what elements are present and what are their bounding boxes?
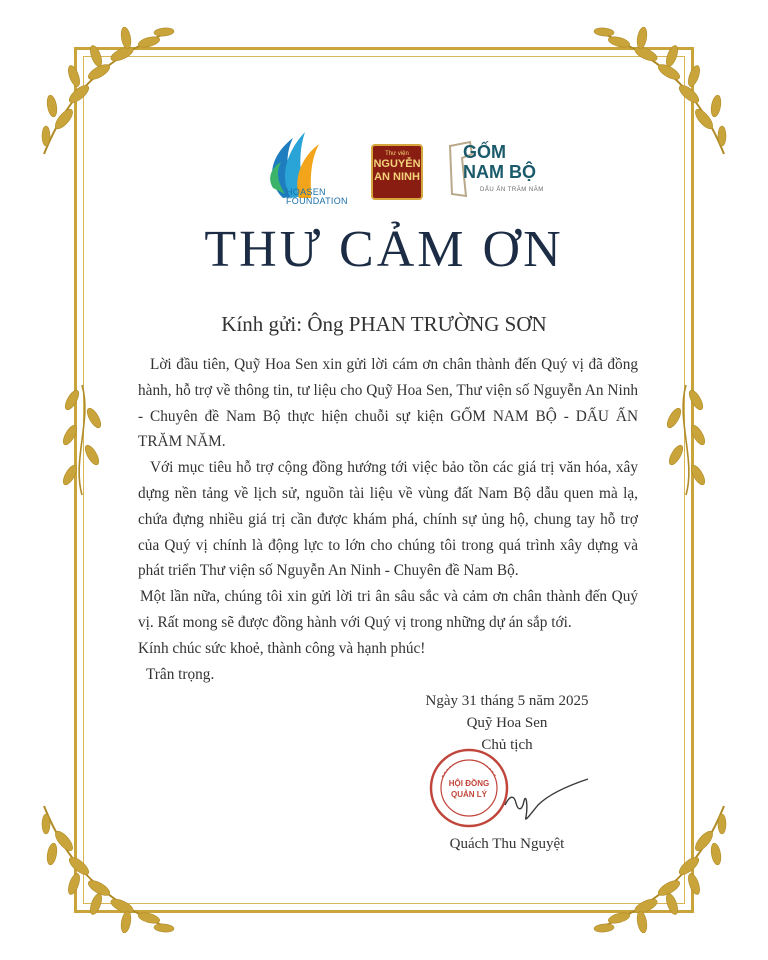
paragraph-1: Lời đầu tiên, Quỹ Hoa Sen xin gửi lời cám ơn chân thành đến Quý vị đã đồng hành, hỗ trợ về thông tin, tư liệu cho Quỹ Hoa Sen, Thư viện số Nguyễn An Ninh - Chuyên đề Nam Bộ thực hiện chuỗi sự kiện GỐM NAM BỘ - DẤU ẤN TRĂM NĂM. bbox=[138, 356, 638, 451]
letter-date: Ngày 31 tháng 5 năm 2025 bbox=[425, 693, 589, 709]
corner-leaves-bottom-right bbox=[584, 796, 734, 946]
recipient-line: Kính gửi: Ông PHAN TRƯỜNG SƠN bbox=[221, 312, 547, 336]
side-leaves-right bbox=[656, 380, 716, 500]
nguyen-an-ninh-library-logo bbox=[371, 144, 423, 200]
official-stamp bbox=[428, 747, 510, 829]
paragraph-3: Một lần nữa, chúng tôi xin gửi lời tri ân sâu sắc và cảm ơn chân thành đến Quý vị. Rất mong sẽ được đồng hành với Quý vị trong những dự án sắp tới. bbox=[138, 588, 638, 631]
logo-row bbox=[0, 128, 768, 218]
stamp-text-1: HỘI ĐỒNG bbox=[448, 779, 490, 788]
library-logo-name-1: NGUYỄN bbox=[373, 158, 421, 170]
signature-role: Chủ tịch bbox=[481, 737, 533, 753]
closing-line: Trân trọng. bbox=[146, 665, 215, 683]
corner-leaves-bottom-left bbox=[34, 796, 184, 946]
paragraph-2: Với mục tiêu hỗ trợ cộng đồng hướng tới việc bảo tồn các giá trị văn hóa, xây dựng nền tảng về lịch sử, nguồn tài liệu về vùng đất Nam Bộ dẫu quen mà lạ, chứa đựng nhiều giá trị cần được khám phá, chính sự ủng hộ, chung tay hỗ trợ của Quý vị chính là động lực to lớn cho chúng tôi trong quá trình xây dựng và phát triển Thư viện số Nguyễn An Ninh - Chuyên đề Nam Bộ. bbox=[138, 459, 638, 580]
gom-nam-bo-logo-title bbox=[463, 142, 536, 182]
side-leaves-left bbox=[52, 380, 112, 500]
stamp-text-2: QUẢN LÝ bbox=[451, 790, 487, 799]
gom-logo-line-1: GỐM bbox=[463, 142, 506, 162]
gom-logo-line-2: NAM BỘ bbox=[463, 162, 536, 182]
gom-nam-bo-logo-subtitle: DẤU ẤN TRĂM NĂM bbox=[480, 187, 544, 193]
hoasen-foundation-logo-text: HOASEN FOUNDATION bbox=[286, 187, 348, 206]
library-logo-name-2: AN NINH bbox=[374, 171, 420, 183]
paragraph-4: Kính chúc sức khoẻ, thành công và hạnh phúc! bbox=[138, 639, 426, 657]
handwritten-signature bbox=[500, 765, 590, 825]
letter-title: THƯ CẢM ƠN bbox=[204, 221, 564, 278]
signature-organization: Quỹ Hoa Sen bbox=[466, 715, 548, 731]
signer-name: Quách Thu Nguyệt bbox=[449, 836, 565, 852]
library-logo-small-text: Thư viện bbox=[385, 151, 409, 157]
letter-body bbox=[138, 352, 638, 687]
